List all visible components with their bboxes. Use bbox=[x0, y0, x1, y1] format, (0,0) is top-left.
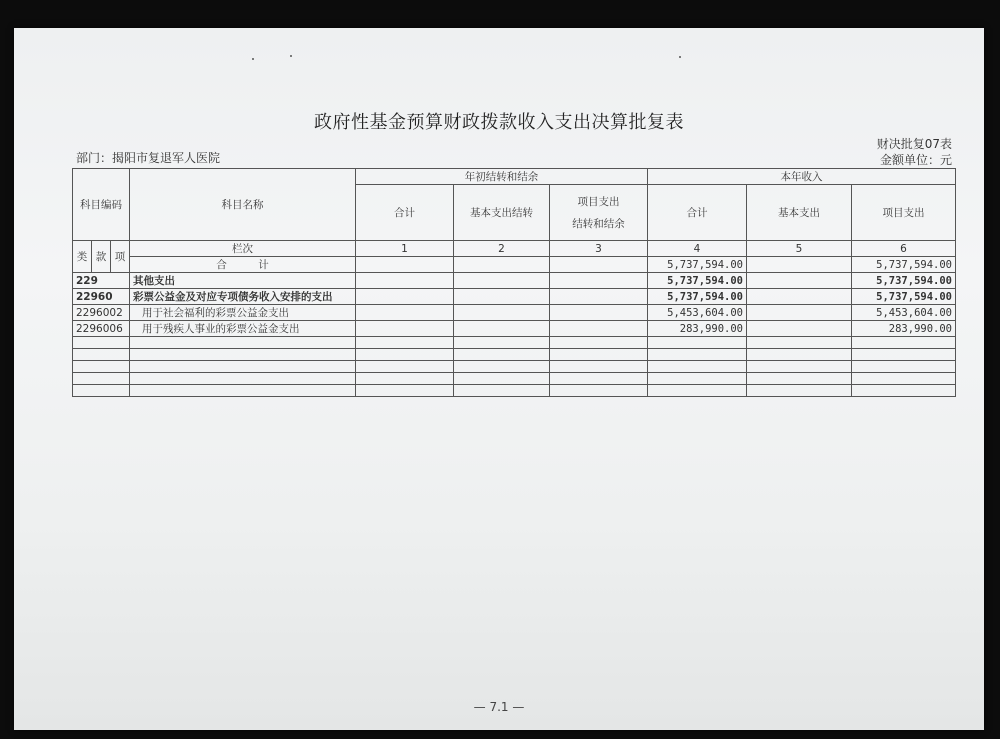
row-income-total: 5,737,594.00 bbox=[648, 289, 747, 305]
budget-table bbox=[72, 168, 956, 397]
scan-speck bbox=[252, 58, 254, 60]
row-income-total: 5,453,604.00 bbox=[648, 305, 747, 321]
total-income-project: 5,737,594.00 bbox=[852, 257, 956, 273]
row-income-project: 283,990.00 bbox=[852, 321, 956, 337]
col-number: 4 bbox=[648, 241, 747, 257]
header-carryover-project-line2: 结转和结余 bbox=[572, 217, 625, 230]
header-lanci: 栏次 bbox=[130, 241, 356, 257]
header-carryover-project-line1: 项目支出 bbox=[577, 195, 620, 208]
row-income-project: 5,737,594.00 bbox=[852, 273, 956, 289]
document-page bbox=[14, 28, 984, 730]
header-income-basic: 基本支出 bbox=[747, 185, 852, 241]
row-income-total: 283,990.00 bbox=[648, 321, 747, 337]
empty-row bbox=[73, 361, 956, 373]
row-code: 229 bbox=[73, 273, 130, 289]
row-income-project: 5,737,594.00 bbox=[852, 289, 956, 305]
table-row bbox=[73, 273, 956, 289]
header-kuan: 款 bbox=[92, 241, 111, 273]
header-xiang: 项 bbox=[111, 241, 130, 273]
row-name: 其他支出 bbox=[130, 273, 356, 289]
page-title: 政府性基金预算财政拨款收入支出决算批复表 bbox=[314, 112, 684, 133]
form-header-right bbox=[877, 136, 952, 168]
row-name: 用于残疾人事业的彩票公益金支出 bbox=[130, 321, 356, 337]
header-carryover-basic: 基本支出结转 bbox=[454, 185, 550, 241]
scan-speck bbox=[679, 56, 681, 58]
table-cell bbox=[747, 257, 852, 273]
col-number: 2 bbox=[454, 241, 550, 257]
currency-unit: 金额单位：元 bbox=[879, 153, 952, 167]
row-income-total: 5,737,594.00 bbox=[648, 273, 747, 289]
header-income-total: 合计 bbox=[648, 185, 747, 241]
empty-row bbox=[73, 373, 956, 385]
scan-speck bbox=[290, 55, 292, 57]
table-row bbox=[73, 321, 956, 337]
empty-row bbox=[73, 349, 956, 361]
form-number: 财决批复07表 bbox=[876, 137, 952, 151]
empty-row bbox=[73, 385, 956, 397]
col-number: 5 bbox=[747, 241, 852, 257]
col-number: 3 bbox=[550, 241, 648, 257]
row-code: 22960 bbox=[73, 289, 130, 305]
header-subject-name: 科目名称 bbox=[130, 169, 356, 241]
header-lei: 类 bbox=[73, 241, 92, 273]
table-cell bbox=[550, 257, 648, 273]
header-group-carryover: 年初结转和结余 bbox=[356, 169, 648, 185]
table-row bbox=[73, 289, 956, 305]
table-row bbox=[73, 305, 956, 321]
table-cell bbox=[356, 257, 454, 273]
col-number: 6 bbox=[852, 241, 956, 257]
department-label: 部门：揭阳市复退军人医院 bbox=[76, 151, 221, 165]
header-subject-code: 科目编码 bbox=[73, 169, 130, 241]
total-row-label: 合 计 bbox=[130, 257, 356, 273]
row-code: 2296006 bbox=[73, 321, 130, 337]
row-name: 用于社会福利的彩票公益金支出 bbox=[130, 305, 356, 321]
row-code: 2296002 bbox=[73, 305, 130, 321]
total-income-total: 5,737,594.00 bbox=[648, 257, 747, 273]
header-income-project: 项目支出 bbox=[852, 185, 956, 241]
header-carryover-project bbox=[550, 185, 648, 241]
header-group-income: 本年收入 bbox=[648, 169, 956, 185]
page-number: — 7.1 — bbox=[473, 700, 525, 714]
table-cell bbox=[454, 257, 550, 273]
col-number: 1 bbox=[356, 241, 454, 257]
header-carryover-total: 合计 bbox=[356, 185, 454, 241]
row-income-project: 5,453,604.00 bbox=[852, 305, 956, 321]
empty-row bbox=[73, 337, 956, 349]
row-name: 彩票公益金及对应专项债务收入安排的支出 bbox=[130, 289, 356, 305]
